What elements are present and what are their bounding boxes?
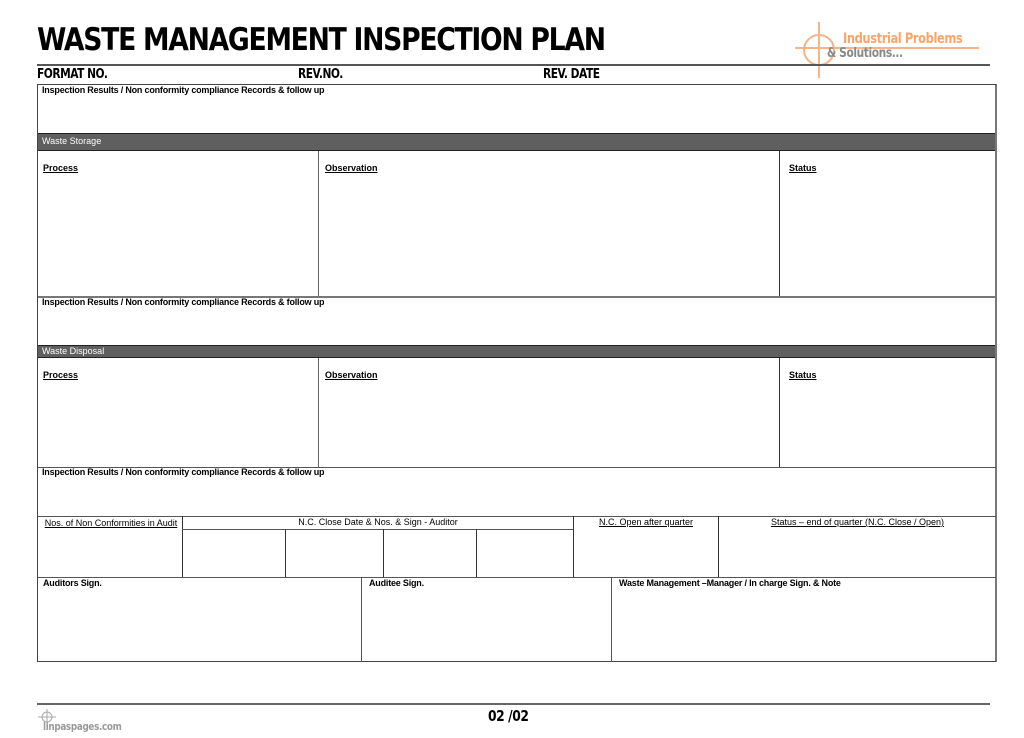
auditee-sign-field[interactable] <box>362 590 611 660</box>
format-no-label: FORMAT NO. <box>37 67 108 82</box>
section-title-waste-storage: Waste Storage <box>42 136 102 146</box>
nc-close-date-label: N.C. Close Date & Nos. & Sign - Auditor <box>298 517 458 527</box>
manager-sign-label: Waste Management –Manager / In charge Sign. & Note <box>619 578 841 588</box>
auditors-sign-label: Auditors Sign. <box>43 578 102 588</box>
col-head-status-1: Status <box>789 163 817 173</box>
logo-text-primary: Industrial Problems <box>843 31 963 47</box>
divider <box>38 577 996 578</box>
nc-open-after-quarter-label: N.C. Open after quarter <box>598 517 694 527</box>
inspection-results-field-3[interactable] <box>38 478 996 515</box>
col-head-process-2: Process <box>43 370 79 380</box>
section-title-waste-disposal: Waste Disposal <box>42 346 105 356</box>
status-end-quarter-field[interactable] <box>719 530 996 577</box>
header-divider <box>37 64 990 66</box>
status-end-quarter-label: Status – end of quarter (N.C. Close / Open) <box>770 517 945 527</box>
process-field-disposal[interactable] <box>38 382 318 466</box>
footer-site-text: linpaspages.com <box>43 720 122 733</box>
document-title: WASTE MANAGEMENT INSPECTION PLAN <box>37 22 605 58</box>
auditors-sign-field[interactable] <box>38 590 361 660</box>
footer-divider <box>37 703 990 705</box>
company-logo <box>795 22 985 78</box>
nc-close-date-field-2[interactable] <box>286 530 383 577</box>
nc-close-date-field-3[interactable] <box>384 530 476 577</box>
footer-logo <box>38 709 148 735</box>
col-head-status-2: Status <box>789 370 817 380</box>
inspection-results-field-2[interactable] <box>38 308 996 345</box>
col-head-observation-2: Observation <box>325 370 378 380</box>
rev-no-label: REV.NO. <box>298 67 343 82</box>
section-bar-waste-disposal <box>38 345 995 358</box>
rev-date-label: REV. DATE <box>543 67 600 82</box>
nc-open-after-quarter-field[interactable] <box>574 530 718 577</box>
inspection-results-label-2: Inspection Results / Non conformity compliance Records & follow up <box>42 297 325 307</box>
observation-field-storage[interactable] <box>319 175 779 295</box>
inspection-results-label-3: Inspection Results / Non conformity compliance Records & follow up <box>42 467 325 477</box>
inspection-results-field-1[interactable] <box>38 95 996 133</box>
observation-field-disposal[interactable] <box>319 382 779 466</box>
logo-text-secondary: & Solutions... <box>827 46 903 61</box>
status-field-disposal[interactable] <box>780 382 996 466</box>
col-head-process-1: Process <box>43 163 79 173</box>
auditee-sign-label: Auditee Sign. <box>369 578 424 588</box>
page-number: 02 /02 <box>488 707 529 725</box>
section-bar-waste-storage <box>38 133 995 151</box>
manager-sign-field[interactable] <box>612 590 996 660</box>
col-head-observation-1: Observation <box>325 163 378 173</box>
nc-close-date-field-4[interactable] <box>477 530 573 577</box>
status-field-storage[interactable] <box>780 175 996 295</box>
process-field-storage[interactable] <box>38 175 318 295</box>
nc-close-date-field-1[interactable] <box>183 530 285 577</box>
nos-nc-label: Nos. of Non Conformities in Audit <box>44 518 178 528</box>
nos-nc-field[interactable] <box>38 532 182 577</box>
inspection-form <box>37 84 997 662</box>
inspection-results-label-1: Inspection Results / Non conformity compliance Records & follow up <box>42 85 325 95</box>
